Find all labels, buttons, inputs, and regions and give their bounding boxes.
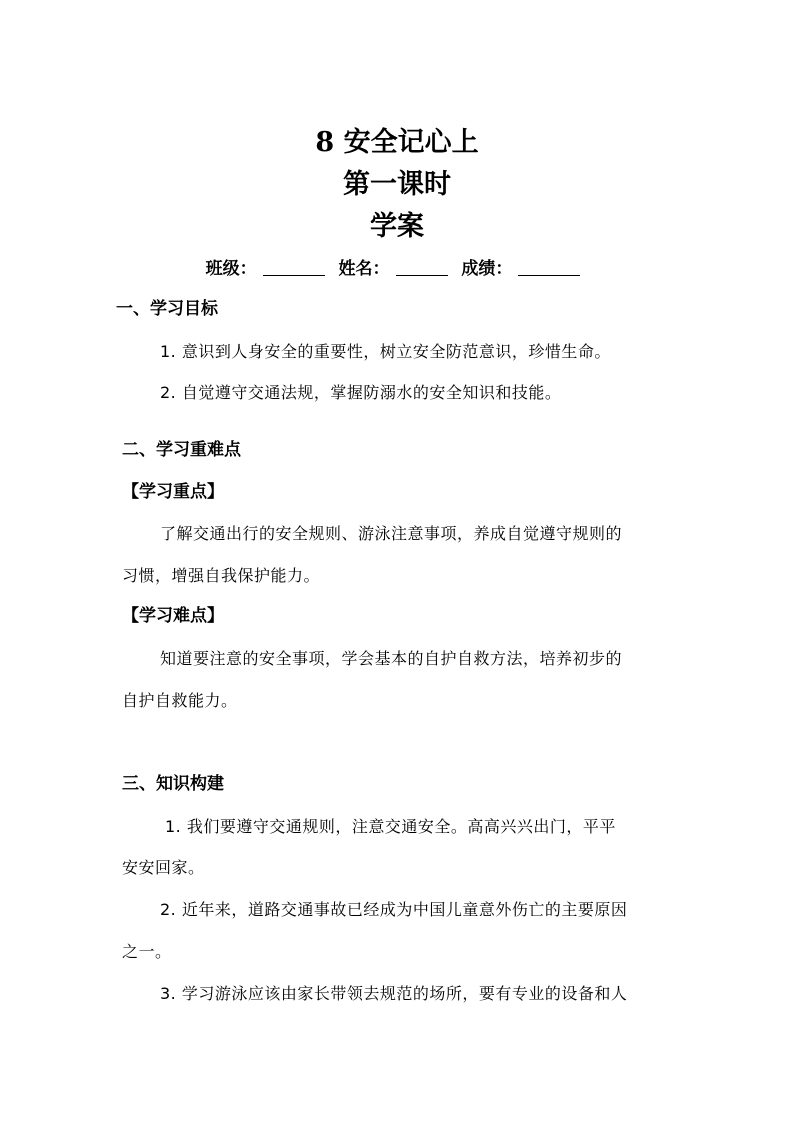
difficulty-line: 知道要注意的安全事项，学会基本的自护自救方法，培养初步的: [160, 649, 623, 668]
knowledge-line: 1. 我们要遵守交通规则，注意交通安全。高高兴兴出门，平平: [165, 817, 616, 836]
section-heading-key-points: 二、学习重难点: [122, 440, 241, 460]
section-heading-knowledge: 三、知识构建: [122, 774, 224, 794]
score-label: 成绩：: [461, 259, 513, 279]
class-label: 班级：: [205, 259, 257, 279]
knowledge-line: 3. 学习游泳应该由家长带领去规范的场所，要有专业的设备和人: [160, 984, 628, 1003]
key-point-line: 了解交通出行的安全规则、游泳注意事项，养成自觉遵守规则的: [160, 524, 623, 543]
section-heading-objectives: 一、学习目标: [116, 299, 218, 319]
lesson-period: 第一课时: [343, 169, 451, 200]
objective-item: 1. 意识到人身安全的重要性，树立安全防范意识，珍惜生命。: [160, 342, 611, 361]
name-blank[interactable]: [396, 257, 448, 276]
knowledge-line: 2. 近年来，道路交通事故已经成为中国儿童意外伤亡的主要原因: [160, 900, 628, 919]
difficulty-line: 自护自救能力。: [122, 691, 238, 710]
difficulty-label: 【学习难点】: [122, 606, 224, 626]
objective-item: 2. 自觉遵守交通法规，掌握防溺水的安全知识和技能。: [160, 383, 562, 402]
score-blank[interactable]: [518, 257, 580, 276]
name-label: 姓名：: [338, 259, 390, 279]
knowledge-line: 之一。: [122, 942, 172, 961]
student-info-line: [0, 256, 794, 282]
lesson-type: 学案: [370, 211, 424, 242]
key-point-label: 【学习重点】: [122, 482, 224, 502]
key-point-line: 习惯，增强自我保护能力。: [122, 566, 321, 585]
lesson-title: 8 安全记心上: [315, 127, 479, 158]
knowledge-line: 安安回家。: [122, 858, 205, 877]
class-blank[interactable]: [263, 257, 325, 276]
